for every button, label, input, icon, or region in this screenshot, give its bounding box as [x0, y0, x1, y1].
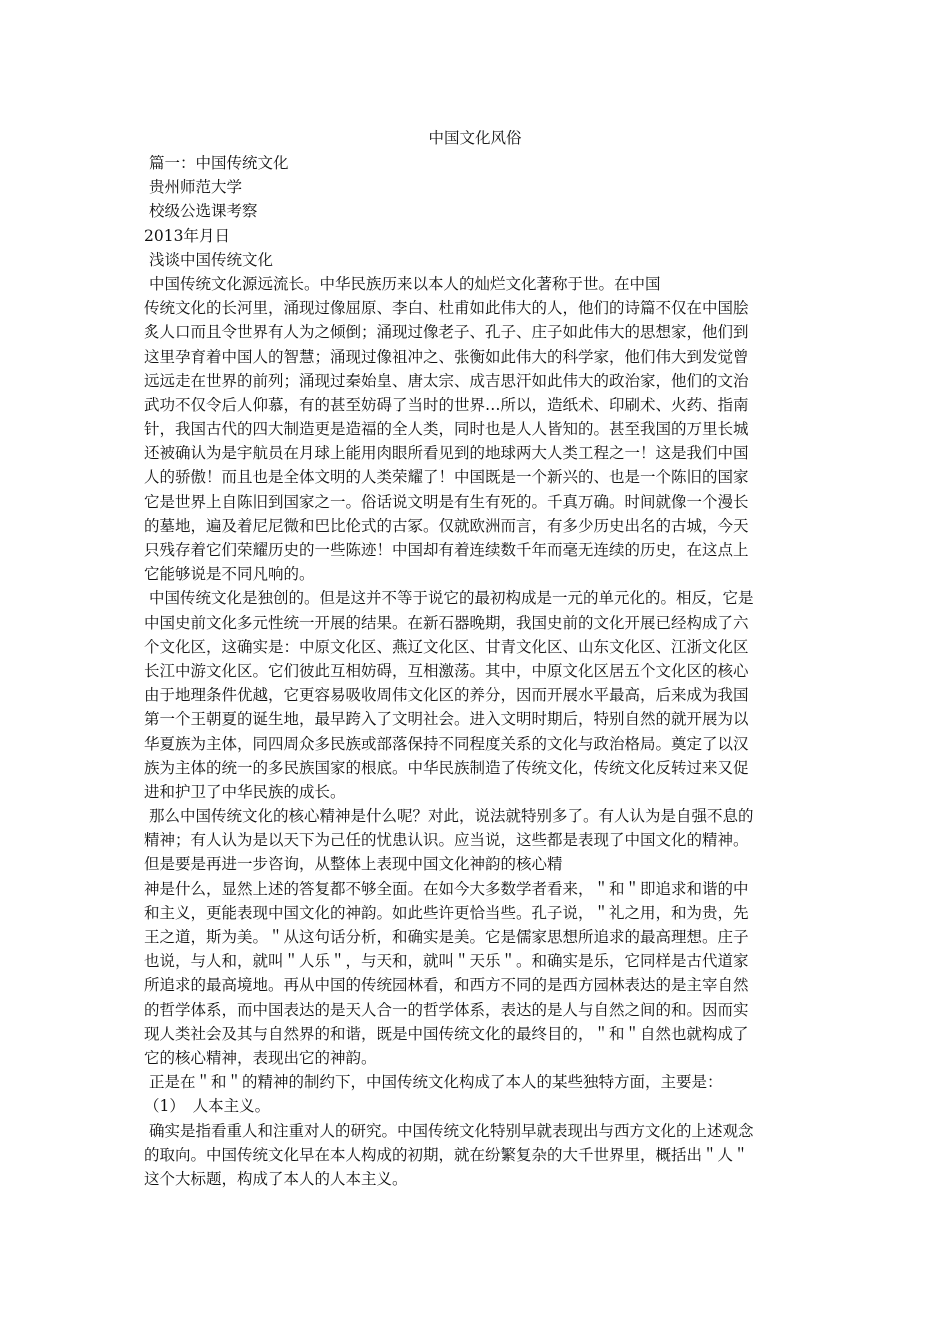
text-line: 篇一：中国传统文化	[149, 154, 289, 172]
text-line: 但是要是再进一步咨询，从整体上表现中国文化神韵的核心精	[144, 855, 563, 874]
text-line: 王之道，斯为美。＂从这句话分析，和确实是美。它是儒家思想所追求的最高理想。庄子	[144, 928, 749, 946]
text-line: 由于地理条件优越，它更容易吸收周伟文化区的养分，因而开展水平最高，后来成为我国	[144, 686, 749, 705]
text-line: 针，我国古代的四大制造更是造福的全人类，同时也是人人皆知的。甚至我国的万里长城	[144, 420, 749, 439]
text-line: 进和护卫了中华民族的成长。	[144, 782, 346, 801]
text-line: 的哲学体系，而中国表达的是天人合一的哲学体系，表达的是人与自然之间的和。因而实	[144, 1000, 749, 1019]
text-line: 精神；有人认为是以天下为己任的忧患认识。应当说，这些都是表现了中国文化的精神。	[144, 831, 749, 850]
text-line: 中国传统文化是独创的。但是这并不等于说它的最初构成是一元的单元化的。相反，它是	[149, 589, 754, 608]
text-line: 中国史前文化多元性统一开展的结果。在新石器晚期，我国史前的文化开展已经构成了六	[144, 613, 749, 632]
text-line: 也说，与人和，就叫＂人乐＂，与天和，就叫＂天乐＂。和确实是乐，它同样是古代道家	[144, 952, 749, 971]
document-body	[144, 151, 809, 1191]
text-line: 华夏族为主体，同四周众多民族或部落保持不同程度关系的文化与政治格局。奠定了以汉	[144, 734, 749, 753]
text-line: 确实是指看重人和注重对人的研究。中国传统文化特别早就表现出与西方文化的上述观念	[149, 1121, 754, 1140]
text-line: 武功不仅令后人仰慕，有的甚至妨碍了当时的世界…所以，造纸术、印刷术、火药、指南	[144, 395, 749, 414]
text-line: 正是在＂和＂的精神的制约下，中国传统文化构成了本人的某些独特方面，主要是：	[149, 1073, 723, 1092]
text-line: 的取向。中国传统文化早在本人构成的初期，就在纷繁复杂的大千世界里，概括出＂人＂	[144, 1145, 749, 1164]
text-line: 它是世界上自陈旧到国家之一。俗话说文明是有生有死的。千真万确。时间就像一个漫长	[144, 492, 749, 511]
text-line: 还被确认为是宇航员在月球上能用肉眼所看见到的地球两大人类工程之一！这是我们中国	[144, 444, 749, 463]
text-line: 中国传统文化源远流长。中华民族历来以本人的灿烂文化著称于世。在中国	[149, 274, 661, 293]
document-title: 中国文化风俗	[428, 129, 522, 147]
text-line: 个文化区，这确实是：中原文化区、燕辽文化区、甘青文化区、山东文化区、江浙文化区	[144, 637, 749, 656]
text-line: 这个大标题，构成了本人的人本主义。	[144, 1169, 408, 1188]
text-line: 长江中游文化区。它们彼此互相妨碍，互相激荡。其中，中原文化区居五个文化区的核心	[144, 661, 749, 680]
text-line: 它的核心精神，表现出它的神韵。	[144, 1048, 377, 1067]
text-line: 贵州师范大学	[149, 178, 243, 197]
text-line: 所追求的最高境地。再从中国的传统园林看，和西方不同的是西方园林表达的是主宰自然	[144, 976, 749, 995]
text-line: （1） 人本主义。	[144, 1097, 271, 1116]
text-line: 校级公选课考察	[149, 202, 258, 221]
text-line: 这里孕育着中国人的智慧；涌现过像祖冲之、张衡如此伟大的科学家，他们伟大到发觉曾	[144, 347, 749, 366]
text-line: 人的骄傲！而且也是全体文明的人类荣耀了！中国既是一个新兴的、也是一个陈旧的国家	[144, 468, 749, 487]
text-line: 和主义，更能表现中国文化的神韵。如此些许更恰当些。孔子说，＂礼之用，和为贵，先	[144, 903, 749, 922]
text-line: 那么中国传统文化的核心精神是什么呢？对此，说法就特别多了。有人认为是自强不息的	[149, 807, 754, 826]
text-line: 只残存着它们荣耀历史的一些陈迹！中国却有着连续数千年而毫无连续的历史，在这点上	[144, 541, 749, 559]
text-line: 的墓地，遍及着尼尼微和巴比伦式的古冢。仅就欧洲而言，有多少历史出名的古城，今天	[144, 516, 749, 535]
text-line: 现人类社会及其与自然界的和谐，既是中国传统文化的最终目的，＂和＂自然也就构成了	[144, 1024, 749, 1043]
text-line: 第一个王朝夏的诞生地，最早跨入了文明社会。进入文明时期后，特别自然的就开展为以	[144, 710, 749, 729]
text-line: 族为主体的统一的多民族国家的根底。中华民族制造了传统文化，传统文化反转过来又促	[144, 758, 749, 777]
text-line: 它能够说是不同凡响的。	[144, 565, 315, 584]
text-line: 炙人口而且令世界有人为之倾倒；涌现过像老子、孔子、庄子如此伟大的思想家，他们到	[144, 323, 749, 342]
text-line: 传统文化的长河里，涌现过像屈原、李白、杜甫如此伟大的人，他们的诗篇不仅在中国脍	[144, 299, 749, 318]
text-line: 远远走在世界的前列；涌现过秦始皇、唐太宗、成吉思汗如此伟大的政治家，他们的文治	[144, 371, 749, 390]
text-line: 神是什么，显然上述的答复都不够全面。在如今大多数学者看来，＂和＂即追求和谐的中	[144, 879, 749, 898]
text-line: 2013年月日	[144, 226, 230, 245]
text-line: 浅谈中国传统文化	[149, 250, 274, 269]
